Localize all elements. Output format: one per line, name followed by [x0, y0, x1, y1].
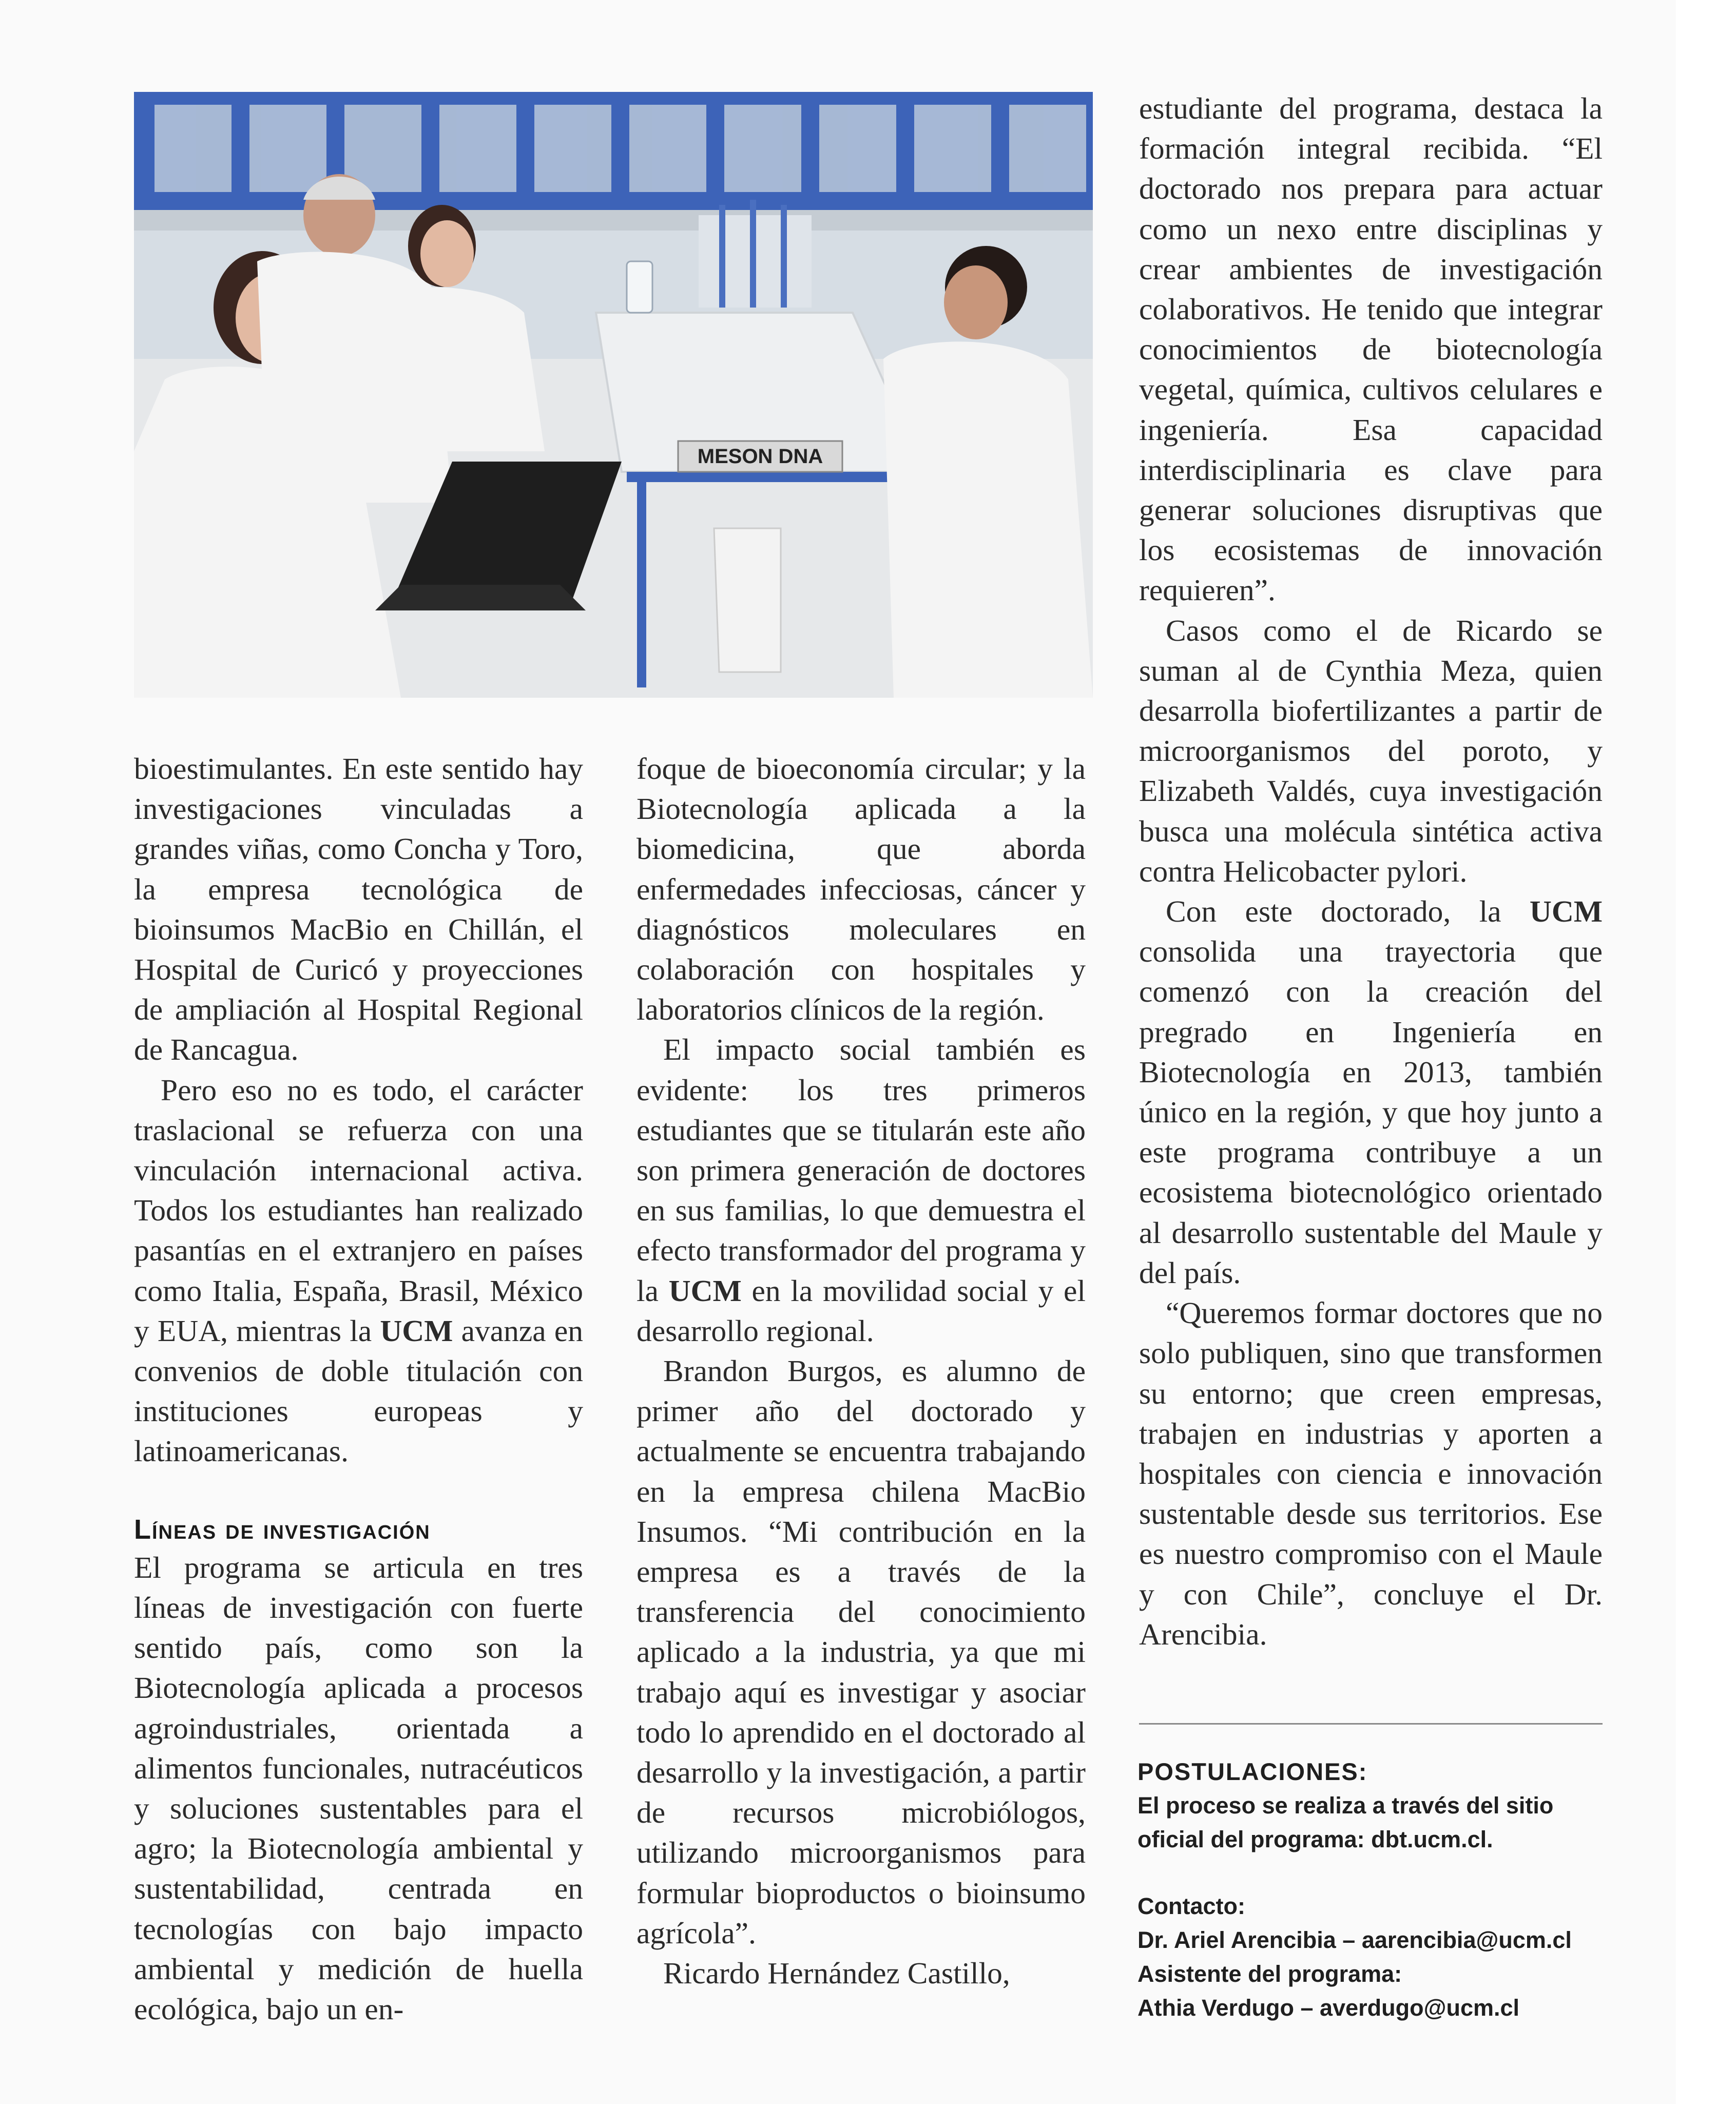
contact-line: Dr. Ariel Arencibia – aarencibia@ucm.cl: [1137, 1927, 1572, 1953]
paragraph: foque de bioeconomía circular; y la Biotecnología aplicada a la biomedicina, que aborda enfermedades infecciosas, cáncer y diagnósticos moleculares en colaboración con hospitales y laboratorios clínicos de la región.: [636, 752, 1086, 1027]
lab-photo: [134, 92, 1093, 698]
info-line: oficial del programa: dbt.ucm.cl.: [1137, 1826, 1493, 1852]
paragraph: Pero eso no es todo, el carácter traslacional se refuerza con una vinculación internacional activa. Todos los estudiantes han realizado pasantías en el extranjero en países como Italia, España, Brasil, México y EUA, mientras la UCM avanza en convenios de doble titulación con instituciones europeas y latinoamericanas.: [134, 1073, 584, 1468]
paragraph: El programa se articula en tres líneas de investigación con fuerte sentido país, como son la Biotecnología aplicada a procesos agroindustriales, orientada a alimentos funcionales, nutracéuticos y soluciones sustentables para el agro; la Biotecnología ambiental y sustentabilidad, centrada en tecnologías con bajo impacto ambiental y medición de huella ecológica, bajo un en-: [134, 1550, 583, 2026]
contact-line: Asistente del programa:: [1137, 1961, 1402, 1987]
application-info-box: [1137, 1755, 1610, 2025]
paragraph: bioestimulantes. En este sentido hay investigaciones vinculadas a grandes viñas, como Concha y Toro, la empresa tecnológica de bioinsumos MacBio en Chillán, el Hospital de Curicó y proyecciones de ampliación al Hospital Regional de Rancagua.: [134, 752, 583, 1067]
paragraph: El impacto social también es evidente: los tres primeros estudiantes que se titularán este año son primera generación de doctores en sus familias, lo que demuestra el efecto transformador del programa y la UCM en la movilidad social y el desarrollo regional.: [636, 1032, 1086, 1348]
paragraph: Ricardo Hernández Castillo,: [663, 1956, 1010, 1991]
paragraph: Brandon Burgos, es alumno de primer año del doctorado y actualmente se encuentra trabajando en la empresa chilena MacBio Insumos. “Mi contribución en la empresa es a través de la transferencia del conocimiento aplicado a la industria, ya que mi trabajo aquí es investigar y asociar todo lo aprendido en el doctorado al desarrollo y la investigación, a partir de recursos microbiólogos, utilizando microorganismos para formular bioproductos o bioinsumo agrícola”.: [636, 1354, 1086, 1950]
info-title: POSTULACIONES:: [1137, 1758, 1368, 1785]
paragraph: “Queremos formar doctores que no solo publiquen, sino que transformen su entorno; que creen empresas, trabajen en industrias y aporten a hospitales con ciencia e innovación sustentable desde sus territorios. Ese es nuestro compromiso con el Maule y con Chile”, concluye el Dr. Arencibia.: [1139, 1296, 1603, 1651]
section-heading: Líneas de investigación: [134, 1514, 431, 1545]
paragraph: Casos como el de Ricardo se suman al de Cynthia Meza, quien desarrolla biofertilizantes a partir de microorganismos del poroto, y Elizabeth Valdés, cuya investigación busca una molécula sintética activa contra Helicobacter pylori.: [1139, 613, 1603, 888]
text-column-2: [636, 749, 1086, 1993]
info-line: El proceso se realiza a través del sitio: [1137, 1792, 1554, 1819]
paragraph: Con este doctorado, la UCM consolida una trayectoria que comenzó con la creación del pregrado en Ingeniería en Biotecnología en 2013, también único en la región, y que hoy junto a este programa contribuye a un ecosistema biotecnológico orientado al desarrollo sustentable del Maule y del país.: [1139, 894, 1603, 1290]
lab-scene-illustration: [134, 92, 1093, 698]
contact-line: Athia Verdugo – averdugo@ucm.cl: [1137, 1995, 1520, 2021]
text-column-1: [134, 749, 583, 2029]
meson-dna-sign: MESON DNA: [697, 445, 823, 468]
divider: [1139, 1723, 1603, 1725]
contact-title: Contacto:: [1137, 1893, 1245, 1919]
paragraph: estudiante del programa, destaca la formación integral recibida. “El doctorado nos prepara para actuar como un nexo entre disciplinas y crear ambientes de investigación colaborativos. He tenido que integrar conocimientos de biotecnología vegetal, química, cultivos celulares e ingeniería. Esa capacidad interdisciplinaria es clave para generar soluciones disruptivas que los ecosistemas de innovación requieren”.: [1139, 91, 1603, 607]
text-column-3: [1139, 88, 1603, 1654]
